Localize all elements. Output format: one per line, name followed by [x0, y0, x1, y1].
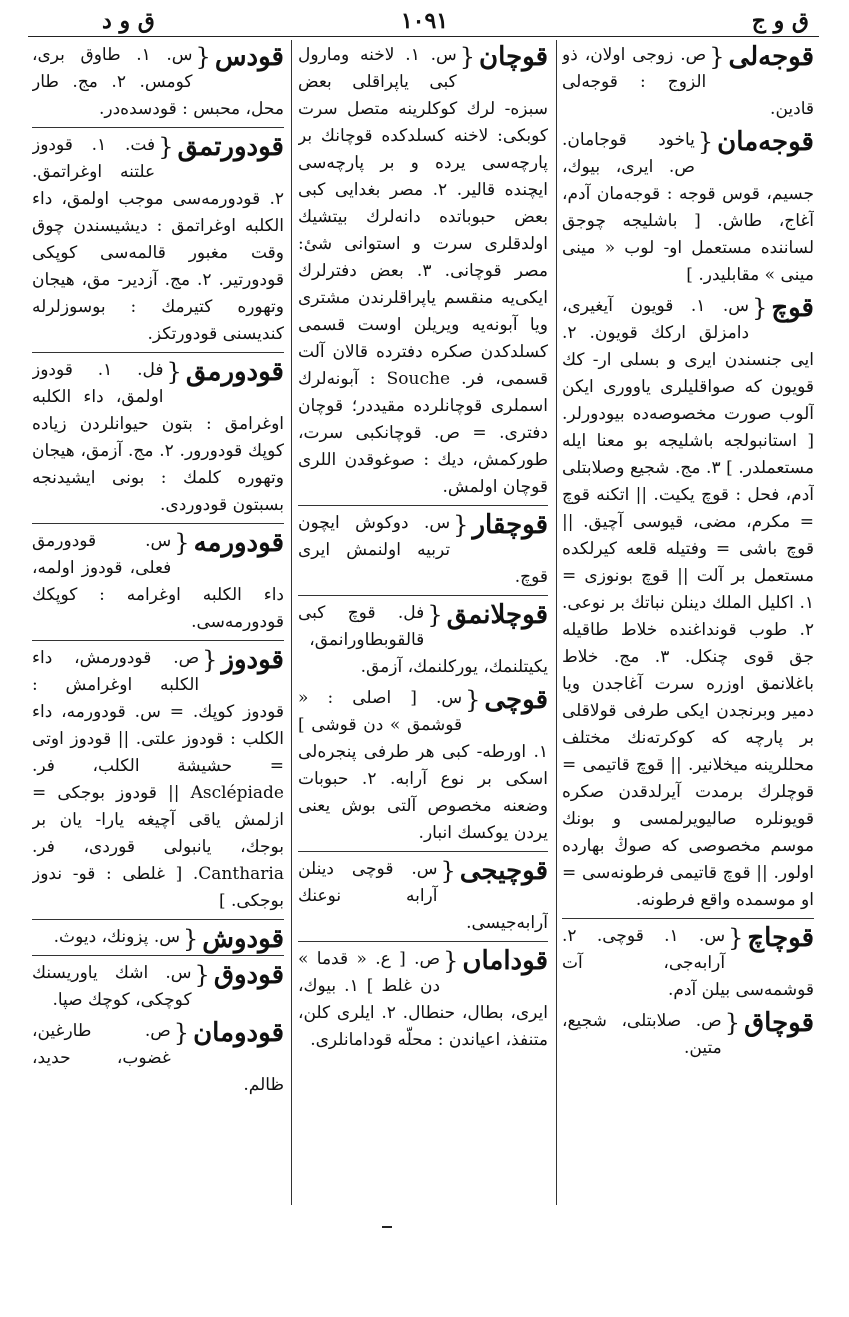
entry-definition: س. دوكوش ایچون تربیه اولنمش ایری قوچ.	[298, 513, 548, 587]
dictionary-entry	[32, 955, 284, 1014]
entry-headword: قوچاچ	[747, 923, 814, 953]
entry-brace: {	[440, 857, 456, 885]
entry-headword: قوچلانمق	[446, 600, 548, 630]
entry-headword: قودورمق	[185, 357, 284, 387]
entry-definition: فت. ۱. قودوز علتنه اوغراتمق. ۲. قودورمه‌سی موجب اولمق، داء الكلبه اوغراتمق : دیشیسندن چوق وقت مغبور قالمه‌سی كوپكی قودورتیر. ۲. مج. آزدیر- مق، هیجان وتهوره كتیرمك : بوسوزلرله كندیسنی قودورتكز.	[32, 135, 284, 344]
entry-definition: ص. [ ع. « قدما » دن غلط ] ۱. بیوك، ایری، بطال، حنطال. ۲. ایلری كلن، متنفذ، اعیاندن : محلّه قودامانلری.	[298, 949, 548, 1050]
entry-definition: س. پزونك، دیوث.	[53, 927, 180, 947]
dictionary-entry	[562, 1008, 814, 1062]
dictionary-entry	[562, 918, 814, 1004]
header-letters-left: ق و د	[102, 8, 155, 34]
entry-headword: قوچان	[479, 42, 548, 72]
entry-definition: س. قوچی دینلن آرابه نوعنك آرابه‌جیسی.	[298, 859, 548, 933]
column-separator	[291, 40, 292, 1205]
dictionary-entry	[32, 919, 284, 954]
dictionary-entry	[32, 640, 284, 915]
entry-brace: {	[459, 43, 476, 71]
entry-definition: فل. ۱. قودوز اولمق، داء الكلبه اوغرامق : بتون حیوانلردن زیاده كوپك قودورور. ۲. مج. آزمق، هیجان وتهوره كلمك : بونی ایشیدنجه بسبتون قودوردی.	[32, 360, 284, 515]
entry-brace: {	[443, 947, 459, 975]
entry-brace: {	[724, 1009, 740, 1037]
middle-column	[298, 42, 548, 1212]
entry-definition: س. قودورمق فعلی، قودوز اولمه، داء الكلبه اوغرامه : كوپكك قودورمه‌سی.	[32, 531, 284, 632]
entry-headword: قودورمه	[193, 528, 284, 558]
entry-definition: ص. طارغین، غضوب، حدید، ظالم.	[32, 1021, 284, 1095]
dictionary-entry	[32, 1018, 284, 1099]
dictionary-entry	[562, 127, 814, 289]
entry-brace: {	[697, 128, 714, 156]
page-number: ۱۰۹۱	[400, 8, 449, 34]
entry-headword: قوچ	[771, 293, 814, 323]
dictionary-entry	[298, 851, 548, 937]
dictionary-entry	[32, 42, 284, 123]
dictionary-entry	[32, 523, 284, 636]
entry-brace: {	[182, 925, 199, 953]
dictionary-entry	[298, 505, 548, 591]
entry-headword: قودس	[214, 42, 284, 72]
entry-headword: قوچی	[484, 685, 548, 715]
dictionary-entry	[562, 293, 814, 914]
entry-brace: {	[453, 511, 469, 539]
entry-headword: قوداماں	[462, 946, 548, 976]
entry-headword: قوچیجی	[459, 856, 548, 886]
entry-headword: قودوش	[202, 924, 284, 954]
header-letters-right: ق و ج	[751, 8, 809, 34]
entry-headword: قوجه‌مان	[717, 127, 814, 157]
entry-definition: س. ۱. قویون آیغیری، دامزلق اركك قویون. ۲. ایی جنسندن ایری و بسلی ار- كك قویون كه صواقلیلری یاووری ایكن آلوب صورت مخصوصه‌ده بیودورلر. [ استانبولجه باشلیجه بو معنا ایله مستعملدر. ] ۳. مج. شجیع وصلابتلی آدم، فحل : قوچ یكیت. || اتكنه قوچ = مكرم، مضی، قیوسی آچیق. || قوچ باشی = وفتیله قلعه كیرلكده مستعمل بر آلت || قوچ بونوزی = ۱. اكلیل الملك دینلن نباتك بر نوعی. ۲. طوب قونداغنده خلاط طاقیله جق قوی چنكل. ۳. مج. خلاط باغلانمق اوزره سرت آغاجدن ویا دمیر وبرنجدن ایكی طرفی قولاقلی بر پارچه كه كوكرته‌نك مختلف محللرینه میخلانیر. || قوچ قاتیمی = قوچلرك برمدت آیرلدقدن صكره قویونلره صالیویرلمسی و بونك موسم مخصوصی كه صوڭ بهارده اولور. || قوچ قاتیمی فرطونه‌سی = او موسمده واقع فرطونه.	[562, 296, 814, 910]
entry-definition: فل. قوچ كبی قالقوبطاورانمق، یكیتلنمك، یوركلنمك، آزمق.	[298, 603, 548, 677]
entry-brace: {	[709, 43, 725, 71]
left-column	[32, 42, 284, 1212]
dictionary-entry	[298, 685, 548, 847]
header-rule	[28, 36, 819, 37]
page-header	[30, 6, 819, 36]
dictionary-entry	[32, 352, 284, 519]
entry-definition: ص. زوجی اولان، ذو الزوج : قوجه‌لی قادین.	[562, 45, 814, 119]
entry-brace: {	[195, 43, 211, 71]
entry-brace: {	[427, 601, 443, 629]
entry-headword: قوچقار	[472, 510, 548, 540]
entry-definition: س. ۱. لاخنه ومارول كبی یاپراقلی بعض سبزه‌- لرك كوكلرینه متصل سرت كوبكی: لاخنه كسلدكده قوچانك بر پارچه‌سی یرده و بر پارچه‌سی ایچنده قالیر. ۲. مصر بغدایی كبی بعض حبوباتده دانه‌لرك بیتشیك اولدقلری سرت و استوانی شیٔ: مصر قوچانی. ۳. بعض دفترلرك ایكی‌یه منقسم یاپراقلرندن مشتری ویا آبونه‌یه ویریلن اوست قسمی كسلدكدن صكره دفترده قالان آلت قسمی، فر. Souche : آبونه‌لرك اسملری قوچانلرده مقیددر؛ قوچان دفتری. = ص. قوچانكبی سرت، طوركمش، دیك : صوغوقدن اللری قوچان اولمش.	[298, 45, 548, 497]
entry-brace: {	[166, 358, 182, 386]
entry-brace: {	[728, 924, 744, 952]
entry-brace: {	[194, 961, 210, 989]
column-separator	[556, 40, 557, 1205]
entry-definition: ص. قودورمش، داء الكلبه اوغرامش : قودوز كوپك. = س. قودورمه، داء الكلب : قودوز علتی. || قودوز اوتی = حشیشة الكلب، فر. Asclépiade || قودوز بوجكی = ازلمش یاقی آچیغه یارا- یان بر بوجك، یانبولی قوردی، فر. Cantharia. [ غلطی : قو- ندوز بوجكی. ]	[32, 648, 284, 911]
entry-brace: {	[465, 686, 481, 714]
entry-definition: س. ۱. طاوق بری، كومس. ۲. مج. طار محل، محبس : قودسده‌در.	[32, 45, 284, 119]
dictionary-entry	[298, 42, 548, 501]
entry-brace: {	[158, 133, 174, 161]
entry-headword: قوجه‌لی	[728, 42, 814, 72]
entry-headword: قودوز	[221, 645, 284, 675]
dictionary-entry	[562, 42, 814, 123]
entry-brace: {	[174, 529, 190, 557]
entry-headword: قودومان	[193, 1018, 284, 1048]
entry-definition: س. ۱. قوچی. ۲. آرابه‌جی، آت قوشمه‌سی بیلن آدم.	[562, 926, 814, 1000]
entry-brace: {	[202, 646, 218, 674]
entry-definition: س. اشك یاوریسنك كوچكی، كوچك صپا.	[32, 963, 192, 1010]
entry-brace: {	[752, 294, 768, 322]
entry-headword: قودوق	[213, 960, 284, 990]
dictionary-entry	[32, 127, 284, 348]
entry-headword: قوچاق	[743, 1008, 814, 1038]
entry-brace: {	[173, 1019, 190, 1047]
dictionary-entry	[298, 941, 548, 1054]
entry-definition: س. [ اصلی : « قوشمق » دن قوشی ] ۱. اورطه‌- كبی هر طرفی پنجره‌لی اسكی بر نوع آرابه. ۲. حبوبات وضعنه مخصوص آلتی بوش یعنی یردن یوكسك انبار.	[298, 688, 548, 843]
dictionary-entry	[298, 595, 548, 681]
entry-headword: قودورتمق	[177, 132, 284, 162]
right-column	[562, 42, 814, 1212]
entry-definition: یاخود قوجامان. ص. ایری، بیوك، جسیم، قوس قوجه : قوجه‌مان آدم، آغاج، طاش. [ باشلیجه چوجق لساننده مستعمل او- لوب « مینی مینی » مقابلیدر. ]	[562, 130, 814, 285]
page-end-mark	[382, 1226, 392, 1228]
entry-definition: ص. صلابتلی، شجیع، متین.	[562, 1011, 722, 1058]
